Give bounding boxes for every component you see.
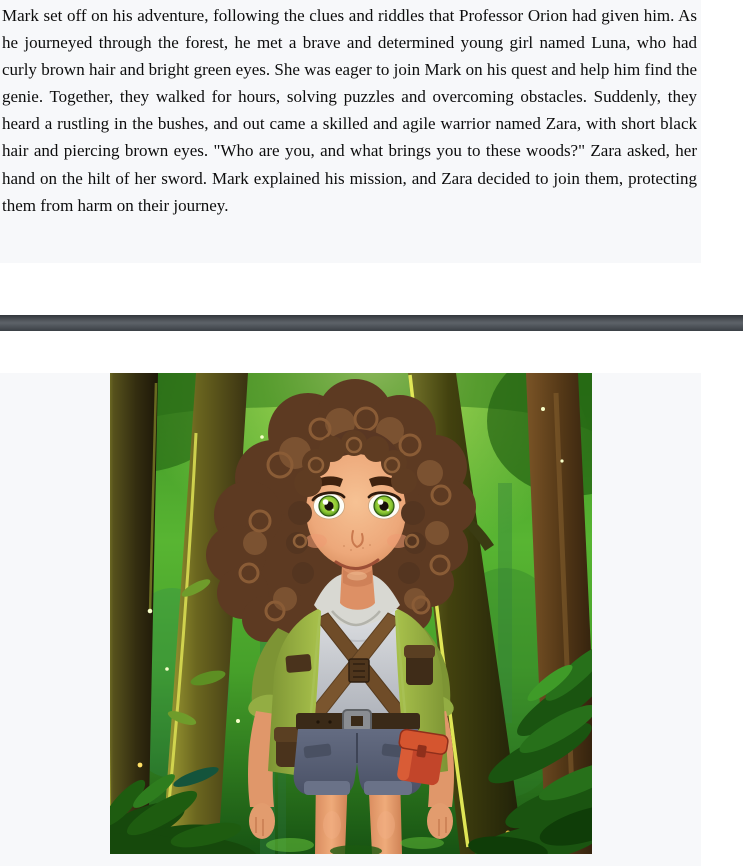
- story-paragraph: Mark set off on his adventure, following the clues and riddles that Professor Orion had given him. As he journeyed through the forest, he met a brave and determined young girl named Luna, who had curly brown hair and bright green eyes. She was eager to join Mark on his quest and help him find the genie. Together, they walked for hours, solving puzzles and overcoming obstacles. Suddenly, they heard a rustling in the bushes, and out came a skilled and agile warrior named Zara, with short black hair and piercing brown eyes. "Who are you, and what brings you to these woods?" Zara asked, her hand on the hilt of her sword. Mark explained his mission, and Zara decided to join them, protecting them from harm on their journey.: [2, 6, 697, 215]
- right-eye: [368, 493, 400, 519]
- story-message-block: [0, 0, 701, 263]
- left-eye: [313, 493, 345, 519]
- section-divider-bar: [0, 315, 743, 331]
- luna-forest-illustration[interactable]: [110, 373, 592, 854]
- image-message-block: [0, 373, 701, 866]
